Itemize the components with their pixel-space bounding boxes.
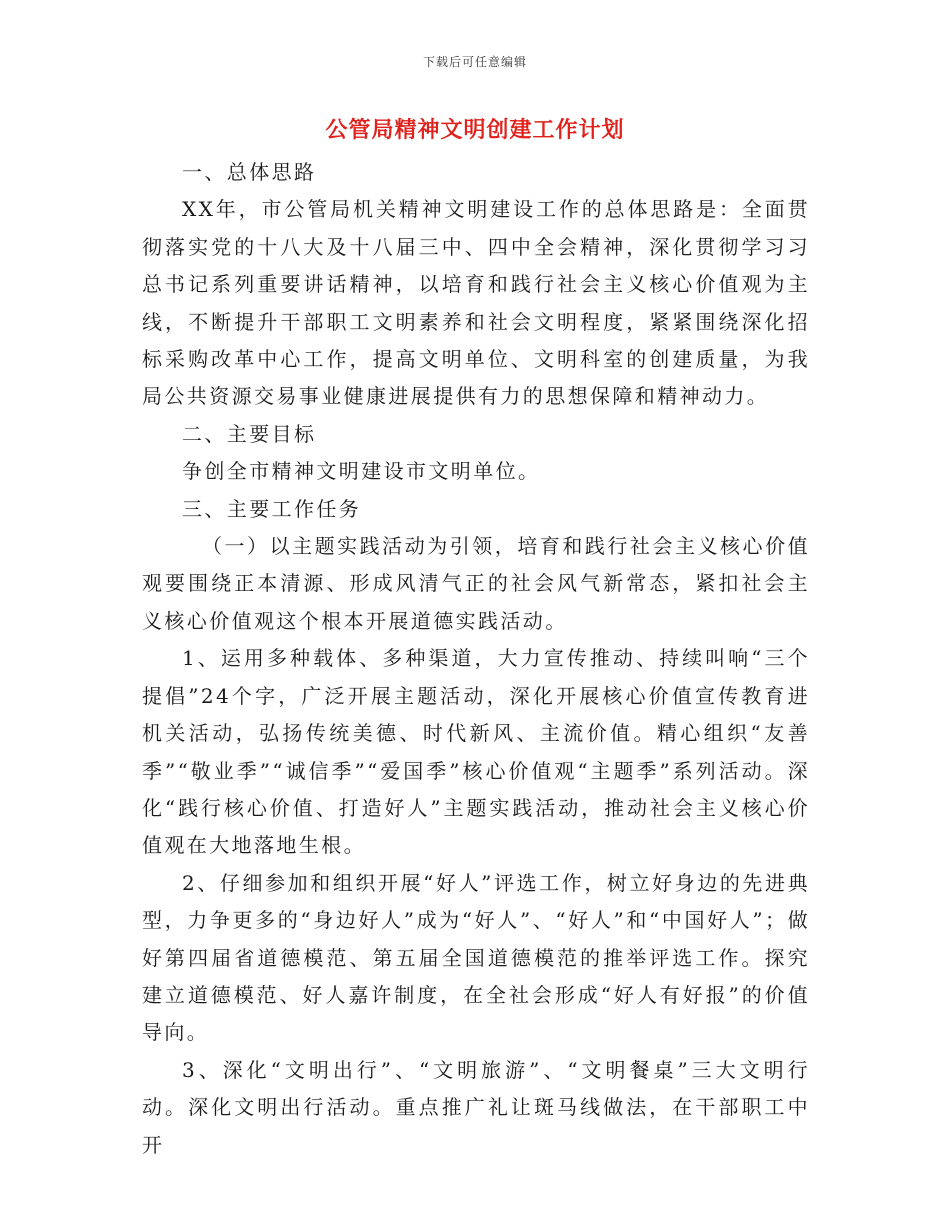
- section-heading-main-goals: 二、主要目标: [182, 421, 317, 446]
- paragraph-task-1-intro: （一）以主题实践活动为引领，培育和践行社会主义核心价值观要围绕正本清源、形成风清气正的社会风气新常态，紧扣社会主义核心价值观这个根本开展道德实践活动。: [142, 534, 810, 633]
- paragraph-overall-approach: XX年，市公管局机关精神文明建设工作的总体思路是：全面贯彻落实党的十八大及十八届三中、四中全会精神，深化贯彻学习习总书记系列重要讲话精神，以培育和践行社会主义核心价值观为主线，不断提升干部职工文明素养和社会文明程度，紧紧围绕深化招标采购改革中心工作，提高文明单位、文明科室的创建质量，为我局公共资源交易事业健康进展提供有力的思想保障和精神动力。: [142, 197, 810, 409]
- paragraph-item-1: 1、运用多种载体、多种渠道，大力宣传推动、持续叫响“三个提倡”24个字，广泛开展主题活动，深化开展核心价值宣传教育进机关活动，弘扬传统美德、时代新风、主流价值。精心组织“友善季”“敬业季”“诚信季”“爱国季”核心价值观“主题季”系列活动。深化“践行核心价值、打造好人”主题实践活动，推动社会主义核心价值观在大地落地生根。: [142, 646, 810, 858]
- document-body: [142, 154, 810, 1164]
- section-heading-overall-approach: 一、总体思路: [182, 160, 317, 184]
- section-heading-main-tasks: 三、主要工作任务: [182, 496, 362, 521]
- paragraph-item-3: 3、深化“文明出行”、“文明旅游”、“文明餐桌”三大文明行动。深化文明出行活动。重点推广礼让斑马线做法，在干部职工中开: [142, 1057, 810, 1157]
- paragraph-item-2: 2、仔细参加和组织开展“好人”评选工作，树立好身边的先进典型，力争更多的“身边好人”成为“好人”、“好人”和“中国好人”；做好第四届省道德模范、第五届全国道德模范的推举评选工作。探究建立道德模范、好人嘉许制度，在全社会形成“好人有好报”的价值导向。: [142, 870, 810, 1045]
- header-note: 下载后可任意编辑: [422, 55, 527, 69]
- paragraph-main-goals: 争创全市精神文明建设市文明单位。: [182, 459, 541, 484]
- document-title: 公管局精神文明创建工作计划: [325, 118, 625, 143]
